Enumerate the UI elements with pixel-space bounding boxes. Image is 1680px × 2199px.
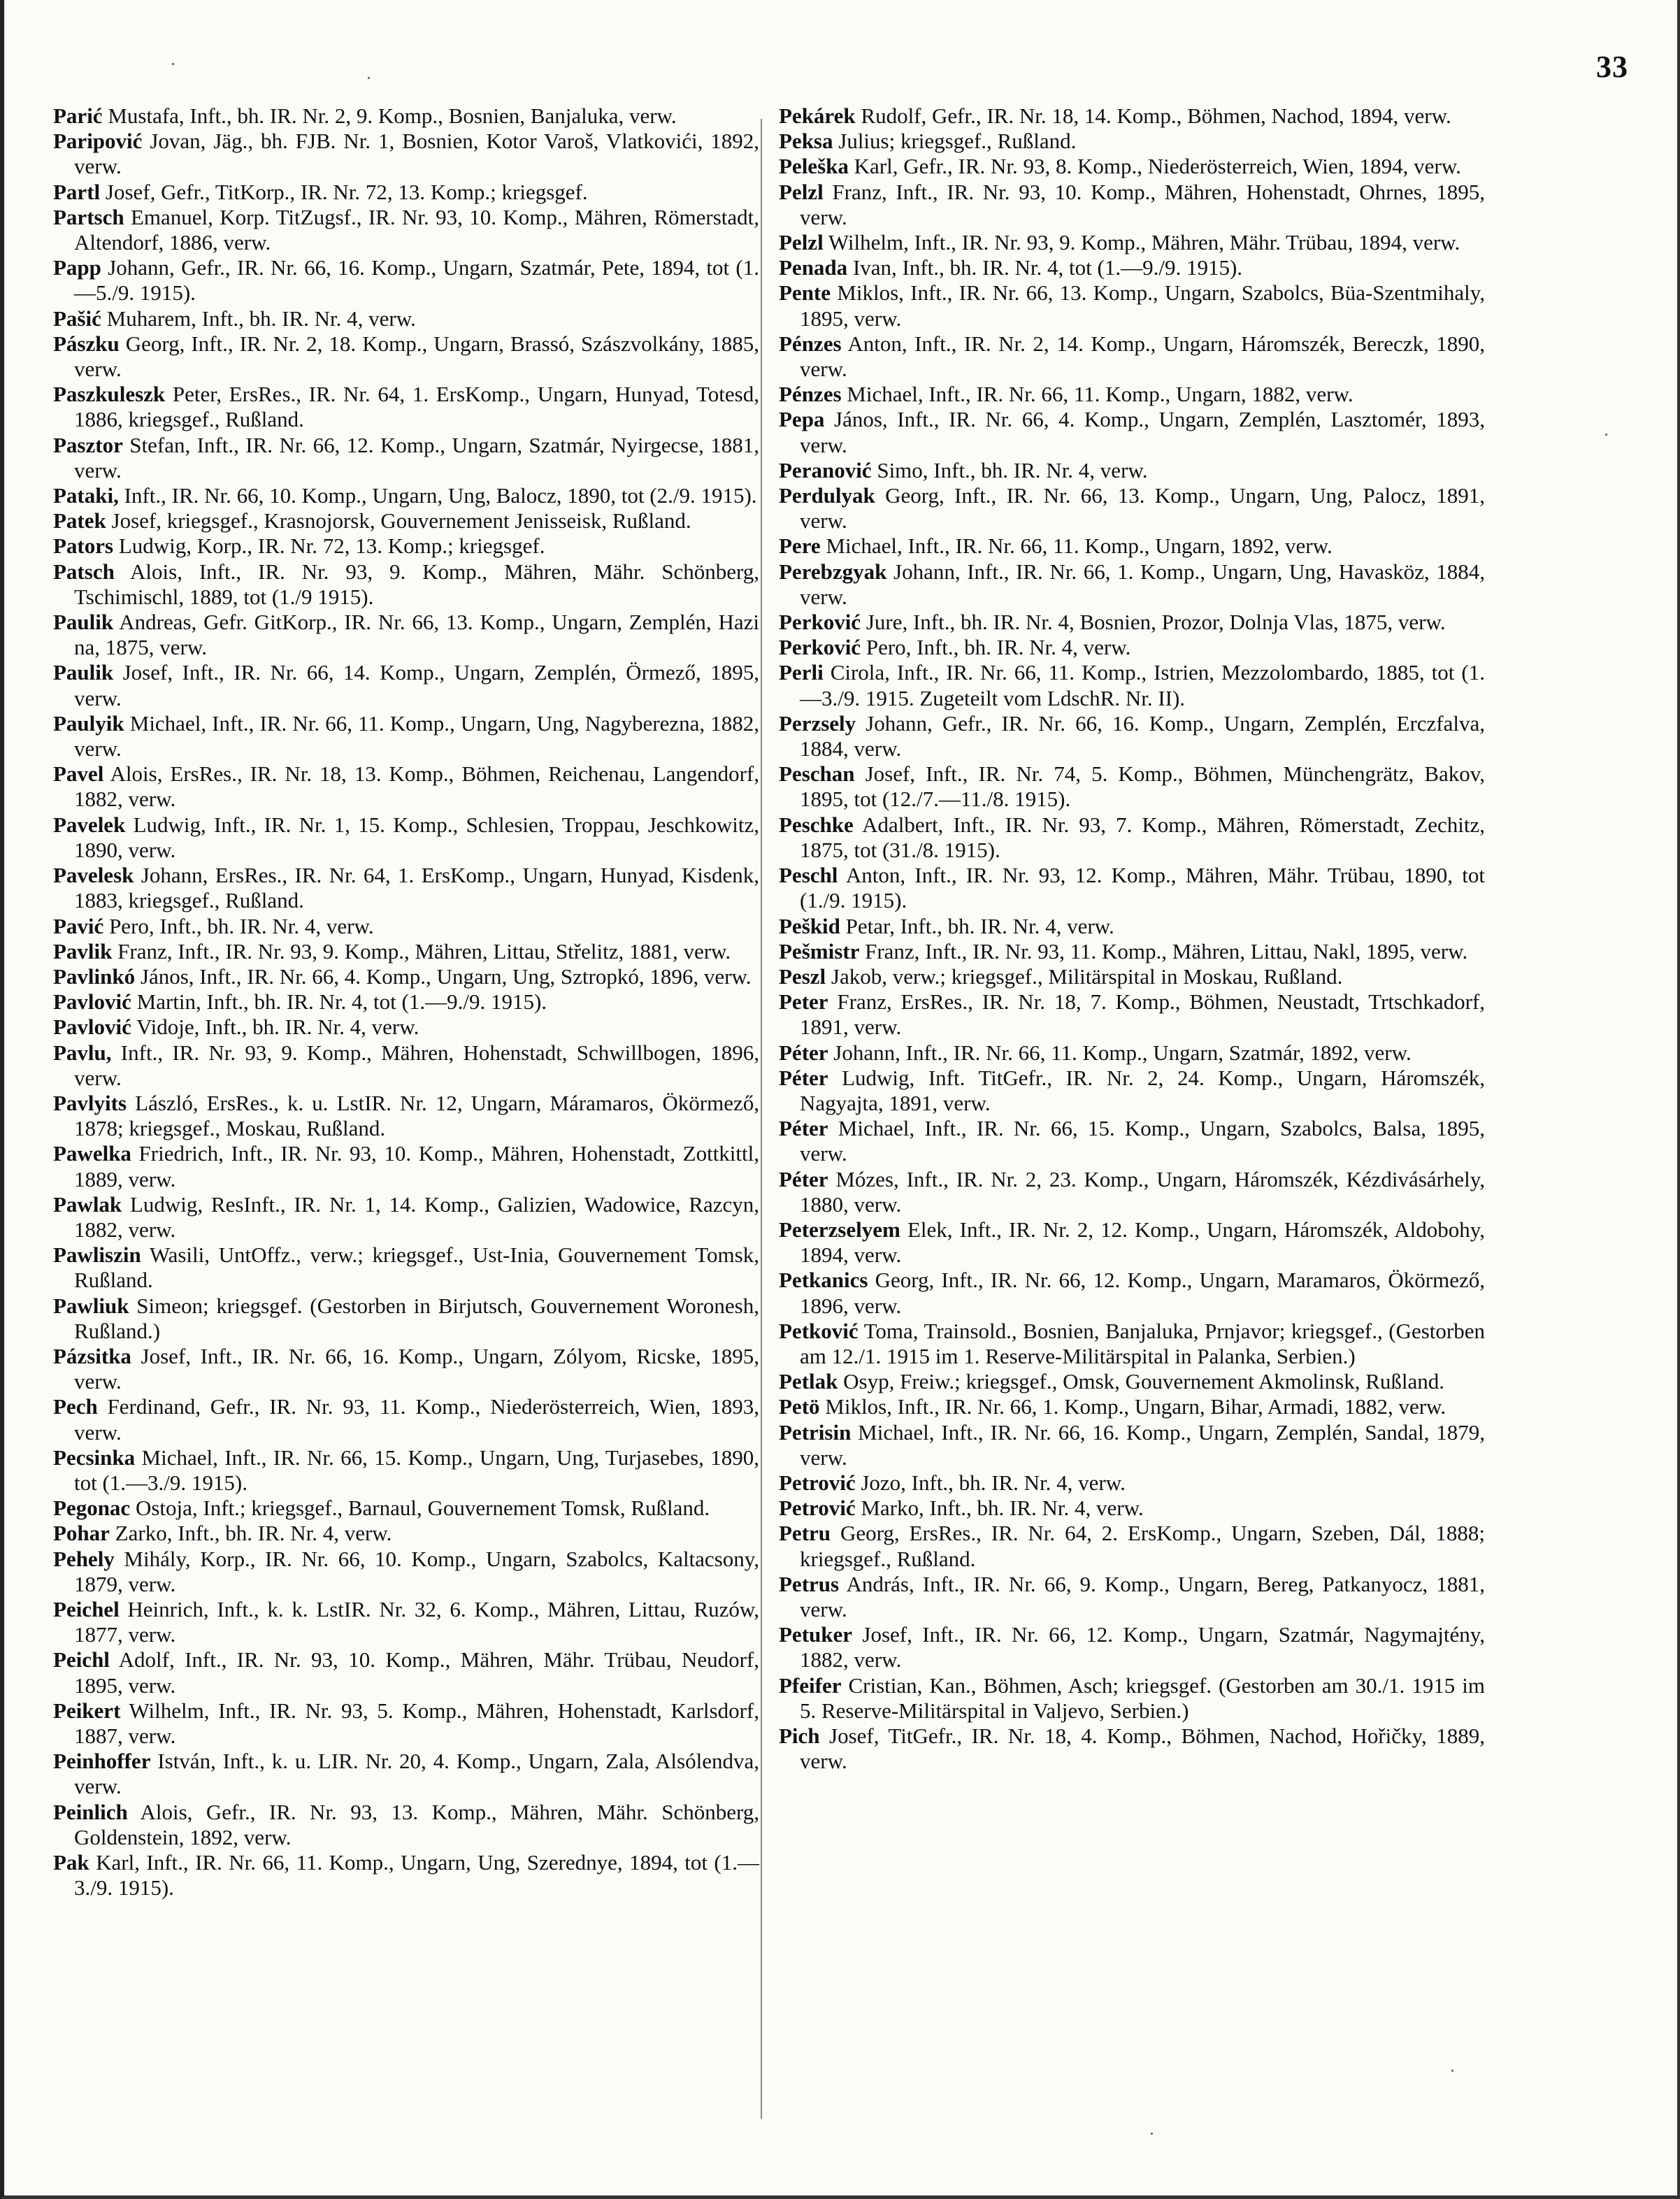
entry-details: Simo, Inft., bh. IR. Nr. 4, verw. (871, 457, 1148, 482)
entry-details: Adalbert, Inft., IR. Nr. 93, 7. Komp., Mähren, Römerstadt, Zechitz, 1875, tot (31./8. 1915). (800, 812, 1485, 862)
entry-details: Petar, Inft., bh. IR. Nr. 4, verw. (840, 913, 1114, 938)
entry-surname: Pavlović (53, 989, 131, 1015)
entry-details: András, Inft., IR. Nr. 66, 9. Komp., Ungarn, Bereg, Patkanyocz, 1881, verw. (800, 1571, 1485, 1621)
entry-details: Osyp, Freiw.; kriegsgef., Omsk, Gouvernement Akmolinsk, Rußland. (838, 1369, 1444, 1394)
entry-surname: Perzsely (779, 710, 856, 736)
entry-details: Karl, Gefr., IR. Nr. 93, 8. Komp., Niederösterreich, Wien, 1894, verw. (848, 154, 1461, 179)
entry-details: Josef, Inft., IR. Nr. 66, 12. Komp., Ungarn, Szatmár, Nagymajtény, 1882, verw. (800, 1622, 1485, 1672)
entry-details: Vidoje, Inft., bh. IR. Nr. 4, verw. (131, 1015, 419, 1040)
entry-details: Inft., IR. Nr. 93, 9. Komp., Mähren, Hohenstadt, Schwillbogen, 1896, verw. (74, 1040, 759, 1090)
entry-details: Johann, ErsRes., IR. Nr. 64, 1. ErsKomp., Ungarn, Hunyad, Kisdenk, 1883, kriegsgef., Rußland. (74, 863, 759, 913)
register-entry (779, 154, 1485, 179)
entry-surname: Paripović (53, 129, 143, 154)
register-entry (53, 483, 759, 508)
entry-surname: Pere (779, 533, 821, 559)
register-entry (53, 1647, 759, 1698)
entry-details: János, Inft., IR. Nr. 66, 4. Komp., Ungarn, Ung, Sztropkó, 1896, verw. (135, 964, 752, 989)
entry-details: Emanuel, Korp. TitZugsf., IR. Nr. 93, 10. Komp., Mähren, Römerstadt, Altendorf, 1886, verw. (74, 204, 759, 255)
entry-details: Georg, Inft., IR. Nr. 2, 18. Komp., Ungarn, Brassó, Szászvolkány, 1885, verw. (74, 331, 759, 382)
scan-speck (1151, 2133, 1153, 2135)
register-entry (779, 382, 1485, 407)
register-entry (779, 939, 1485, 964)
register-entry (779, 610, 1485, 635)
scan-speck (368, 77, 370, 79)
entry-details: Mózes, Inft., IR. Nr. 2, 23. Komp., Ungarn, Háromszék, Kézdivásárhely, 1880, verw. (800, 1166, 1485, 1217)
entry-details: Ludwig, Inft. TitGefr., IR. Nr. 2, 24. Komp., Ungarn, Háromszék, Nagyajta, 1891, verw. (800, 1065, 1485, 1115)
entry-details: Josef, Inft., IR. Nr. 66, 16. Komp., Ungarn, Zólyom, Ricske, 1895, verw. (74, 1343, 759, 1394)
entry-surname: Patsch (53, 559, 115, 584)
entry-details: Michael, Inft., IR. Nr. 66, 11. Komp., Ungarn, Ung, Nagyberezna, 1882, verw. (74, 710, 759, 761)
entry-surname: Peksa (779, 129, 833, 154)
entry-details: Jakob, verw.; kriegsgef., Militärspital in Moskau, Rußland. (826, 964, 1343, 989)
register-entry (53, 1800, 759, 1850)
register-entry (53, 129, 759, 179)
entry-surname: Péter (779, 1166, 828, 1191)
entry-surname: Peinhoffer (53, 1749, 151, 1774)
register-entry (779, 1040, 1485, 1066)
register-entry (53, 761, 759, 812)
entry-surname: Pak (53, 1850, 89, 1875)
entry-surname: Pavelek (53, 812, 126, 837)
scan-speck (172, 63, 174, 65)
register-entry (779, 1167, 1485, 1217)
register-entry (53, 205, 759, 255)
entry-surname: Pénzes (779, 382, 842, 407)
entry-details: Michael, Inft., IR. Nr. 66, 11. Komp., Ungarn, 1892, verw. (820, 533, 1333, 559)
entry-surname: Peikert (53, 1698, 121, 1723)
register-entry (779, 1572, 1485, 1622)
register-entry (53, 610, 759, 660)
right-column (779, 103, 1485, 1774)
entry-details: Michael, Inft., IR. Nr. 66, 16. Komp., Ungarn, Zemplén, Sandal, 1879, verw. (800, 1419, 1485, 1470)
register-entry (53, 1445, 759, 1496)
register-entry (779, 1724, 1485, 1774)
entry-details: Ferdinand, Gefr., IR. Nr. 93, 11. Komp., Niederösterreich, Wien, 1893, verw. (74, 1394, 759, 1445)
entry-details: Josef, Inft., IR. Nr. 74, 5. Komp., Böhmen, Münchengrätz, Bakov, 1895, tot (12./7.—11./8. 1915). (800, 761, 1485, 812)
page-number: 33 (1596, 50, 1628, 84)
left-column (53, 103, 759, 1900)
register-entry (779, 1369, 1485, 1394)
entry-details: Stefan, Inft., IR. Nr. 66, 12. Komp., Ungarn, Szatmár, Nyirgecse, 1881, verw. (74, 432, 759, 482)
entry-surname: Pasztor (53, 432, 123, 457)
entry-surname: Pfeifer (779, 1672, 842, 1698)
entry-details: Franz, Inft., IR. Nr. 93, 11. Komp., Mähren, Littau, Nakl, 1895, verw. (859, 938, 1468, 964)
entry-surname: Petlak (779, 1369, 838, 1394)
entry-details: Ludwig, Korp., IR. Nr. 72, 13. Komp.; kriegsgef. (113, 533, 545, 559)
entry-details: Ostoja, Inft.; kriegsgef., Barnaul, Gouvernement Tomsk, Rußland. (130, 1496, 710, 1521)
register-entry (779, 635, 1485, 660)
register-entry (53, 1547, 759, 1597)
register-entry (53, 964, 759, 989)
entry-surname: Péter (779, 1065, 828, 1090)
entry-surname: Peszl (779, 964, 826, 989)
register-entry (53, 508, 759, 533)
entry-surname: Perli (779, 660, 824, 685)
entry-details: Martin, Inft., bh. IR. Nr. 4, tot (1.—9./9. 1915). (131, 989, 547, 1015)
entry-details: Josef, Inft., IR. Nr. 66, 14. Komp., Ungarn, Zemplén, Örmező, 1895, verw. (74, 660, 759, 710)
register-entry (779, 407, 1485, 457)
entry-surname: Peranović (779, 457, 872, 482)
entry-surname: Pavlinkó (53, 964, 136, 989)
register-entry (53, 1496, 759, 1521)
entry-details: Michael, Inft., IR. Nr. 66, 15. Komp., Ungarn, Ung, Turjasebes, 1890, tot (1.—3./9. 1915). (74, 1445, 759, 1495)
register-entry (779, 331, 1485, 382)
entry-surname: Pázsitka (53, 1343, 131, 1368)
entry-details: Ivan, Inft., bh. IR. Nr. 4, tot (1.—9./9. 1915). (847, 255, 1243, 280)
register-entry (53, 1040, 759, 1091)
register-entry (779, 660, 1485, 710)
register-entry (53, 1192, 759, 1242)
entry-details: Ludwig, ResInft., IR. Nr. 1, 14. Komp., Galizien, Wadowice, Razcyn, 1882, verw. (74, 1191, 759, 1242)
register-entry (779, 255, 1485, 280)
entry-details: Inft., IR. Nr. 66, 10. Komp., Ungarn, Ung, Balocz, 1890, tot (2./9. 1915). (118, 483, 757, 508)
register-entry (779, 1217, 1485, 1268)
entry-details: Muharem, Inft., bh. IR. Nr. 4, verw. (101, 306, 416, 331)
entry-surname: Pepa (779, 407, 825, 432)
entry-details: Wasili, UntOffz., verw.; kriegsgef., Ust-Inia, Gouvernement Tomsk, Rußland. (74, 1242, 759, 1293)
entry-details: Johann, Gefr., IR. Nr. 66, 16. Komp., Ungarn, Zemplén, Erczfalva, 1884, verw. (800, 710, 1485, 761)
entry-surname: Patek (53, 508, 106, 533)
entry-surname: Partl (53, 179, 101, 204)
entry-details: Rudolf, Gefr., IR. Nr. 18, 14. Komp., Böhmen, Nachod, 1894, verw. (855, 103, 1451, 128)
entry-details: Johann, Inft., IR. Nr. 66, 11. Komp., Ungarn, Szatmár, 1892, verw. (828, 1040, 1412, 1065)
entry-surname: Peterzselyem (779, 1217, 900, 1242)
register-entry (53, 331, 759, 382)
register-entry (53, 1242, 759, 1293)
register-entry (53, 1597, 759, 1647)
register-entry (53, 433, 759, 483)
entry-details: Cristian, Kan., Böhmen, Asch; kriegsgef. (Gestorben am 30./1. 1915 im 5. Reserve-Militärspital in Valjevo, Serbien.) (800, 1672, 1485, 1723)
register-entry (779, 1521, 1485, 1571)
entry-details: Franz, ErsRes., IR. Nr. 18, 7. Komp., Böhmen, Neustadt, Trtschkadorf, 1891, verw. (800, 989, 1485, 1040)
register-entry (779, 1496, 1485, 1521)
entry-details: Mustafa, Inft., bh. IR. Nr. 2, 9. Komp., Bosnien, Banjaluka, verw. (102, 103, 677, 128)
entry-details: Pero, Inft., bh. IR. Nr. 4, verw. (861, 635, 1131, 660)
entry-surname: Perebzgyak (779, 559, 887, 584)
entry-details: László, ErsRes., k. u. LstIR. Nr. 12, Ungarn, Máramaros, Ökörmező, 1878; kriegsgef., Moskau, Rußland. (74, 1090, 759, 1141)
entry-surname: Peleška (779, 154, 849, 179)
register-entry (53, 812, 759, 863)
entry-surname: Pavlik (53, 938, 113, 964)
entry-details: Michael, Inft., IR. Nr. 66, 15. Komp., Ungarn, Szabolcs, Balsa, 1895, verw. (800, 1116, 1485, 1166)
entry-surname: Partsch (53, 204, 124, 229)
register-entry (779, 1470, 1485, 1496)
entry-details: Pero, Inft., bh. IR. Nr. 4, verw. (103, 913, 374, 938)
entry-surname: Pászku (53, 331, 120, 356)
entry-details: Miklos, Inft., IR. Nr. 66, 1. Komp., Ungarn, Bihar, Armadi, 1882, verw. (819, 1394, 1446, 1419)
entry-surname: Petuker (779, 1622, 853, 1647)
entry-surname: Pavelesk (53, 863, 134, 888)
register-entry (53, 1294, 759, 1344)
entry-surname: Pehely (53, 1546, 115, 1571)
entry-details: Zarko, Inft., bh. IR. Nr. 4, verw. (109, 1521, 392, 1546)
register-entry (53, 533, 759, 559)
entry-details: Josef, kriegsgef., Krasnojorsk, Gouvernement Jenisseisk, Rußland. (106, 508, 691, 533)
entry-surname: Peichl (53, 1647, 110, 1672)
entry-surname: Paulik (53, 610, 114, 635)
register-entry (53, 711, 759, 761)
entry-surname: Pataki, (53, 483, 119, 508)
entry-details: Georg, Inft., IR. Nr. 66, 12. Komp., Ungarn, Maramaros, Ökörmező, 1896, verw. (800, 1268, 1485, 1318)
entry-details: Simeon; kriegsgef. (Gestorben in Birjutsch, Gouvernement Woronesh, Rußland.) (74, 1293, 759, 1343)
entry-details: Mihály, Korp., IR. Nr. 66, 10. Komp., Ungarn, Szabolcs, Kaltacsony, 1879, verw. (74, 1546, 759, 1596)
register-entry (779, 1268, 1485, 1318)
register-entry (779, 1394, 1485, 1419)
entry-details: Cirola, Inft., IR. Nr. 66, 11. Komp., Istrien, Mezzolombardo, 1885, tot (1.—3./9. 1915. Zugeteilt vom LdschR. Nr. II). (800, 660, 1485, 710)
entry-surname: Paulik (53, 660, 114, 685)
entry-surname: Pelzl (779, 230, 824, 255)
register-entry (779, 103, 1485, 129)
entry-surname: Paulyik (53, 710, 124, 736)
entry-surname: Petkanics (779, 1268, 868, 1293)
entry-details: Jure, Inft., bh. IR. Nr. 4, Bosnien, Prozor, Dolnja Vlas, 1875, verw. (861, 610, 1446, 635)
register-entry (779, 458, 1485, 483)
entry-surname: Pešmistr (779, 938, 860, 964)
entry-surname: Pavlyits (53, 1090, 127, 1115)
entry-surname: Parić (53, 103, 103, 128)
register-entry (53, 989, 759, 1015)
entry-surname: Peschl (779, 863, 838, 888)
entry-details: Friedrich, Inft., IR. Nr. 93, 10. Komp., Mähren, Hohenstadt, Zottkittl, 1889, verw. (74, 1141, 759, 1191)
entry-surname: Pavić (53, 913, 104, 938)
register-entry (53, 1850, 759, 1900)
register-entry (53, 559, 759, 610)
entry-details: Alois, Gefr., IR. Nr. 93, 13. Komp., Mähren, Mähr. Schönberg, Goldenstein, 1892, verw. (74, 1799, 759, 1849)
register-entry (779, 280, 1485, 331)
register-entry (779, 964, 1485, 989)
entry-surname: Pavlu, (53, 1040, 112, 1065)
entry-surname: Peschan (779, 761, 855, 787)
entry-surname: Pelzl (779, 179, 824, 204)
register-entry (53, 1344, 759, 1394)
entry-surname: Péter (779, 1116, 828, 1141)
register-entry (779, 711, 1485, 761)
entry-details: Toma, Trainsold., Bosnien, Banjaluka, Prnjavor; kriegsgef., (Gestorben am 12./1. 1915 im 1. Reserve-Militärspital in Palanka, Serbien.) (800, 1318, 1485, 1368)
entry-details: Franz, Inft., IR. Nr. 93, 10. Komp., Mähren, Hohenstadt, Ohrnes, 1895, verw. (800, 179, 1485, 229)
register-entry (779, 812, 1485, 863)
entry-details: Anton, Inft., IR. Nr. 93, 12. Komp., Mähren, Mähr. Trübau, 1890, tot (1./9. 1915). (800, 863, 1485, 913)
entry-surname: Pekárek (779, 103, 856, 128)
register-entry (779, 180, 1485, 230)
register-entry (53, 660, 759, 710)
entry-surname: Pente (779, 280, 831, 306)
entry-surname: Pawliuk (53, 1293, 129, 1318)
entry-surname: Pénzes (779, 331, 842, 356)
register-entry (53, 180, 759, 205)
register-entry (53, 939, 759, 964)
register-entry (779, 559, 1485, 610)
entry-surname: Petrus (779, 1571, 840, 1596)
register-entry (779, 761, 1485, 812)
entry-surname: Pawelka (53, 1141, 131, 1166)
register-entry (53, 1394, 759, 1445)
register-entry (53, 255, 759, 306)
entry-details: Alois, Inft., IR. Nr. 93, 9. Komp., Mähren, Mähr. Schönberg, Tschimischl, 1889, tot (1./9 1915). (74, 559, 759, 609)
register-entry (779, 129, 1485, 154)
entry-surname: Péter (779, 1040, 828, 1065)
entry-details: Jovan, Jäg., bh. FJB. Nr. 1, Bosnien, Kotor Varoš, Vlatkovići, 1892, verw. (74, 129, 759, 179)
entry-details: Georg, Inft., IR. Nr. 66, 13. Komp., Ungarn, Ung, Palocz, 1891, verw. (800, 483, 1485, 533)
register-entry (53, 306, 759, 331)
entry-details: Josef, Gefr., TitKorp., IR. Nr. 72, 13. Komp.; kriegsgef. (100, 179, 588, 204)
entry-surname: Pavel (53, 761, 104, 787)
entry-details: Julius; kriegsgef., Rußland. (833, 129, 1077, 154)
entry-surname: Pators (53, 533, 114, 559)
register-entry (53, 1015, 759, 1040)
entry-surname: Paszkuleszk (53, 382, 166, 407)
entry-surname: Papp (53, 255, 101, 280)
entry-surname: Petrisin (779, 1419, 852, 1445)
entry-details: Wilhelm, Inft., IR. Nr. 93, 9. Komp., Mähren, Mähr. Trübau, 1894, verw. (823, 230, 1460, 255)
entry-details: Josef, TitGefr., IR. Nr. 18, 4. Komp., Böhmen, Nachod, Hořičky, 1889, verw. (800, 1724, 1485, 1774)
entry-details: János, Inft., IR. Nr. 66, 4. Komp., Ungarn, Zemplén, Lasztomér, 1893, verw. (800, 407, 1485, 457)
entry-surname: Petö (779, 1394, 820, 1419)
register-entry (779, 1319, 1485, 1369)
register-entry (53, 1749, 759, 1799)
entry-details: Heinrich, Inft., k. k. LstIR. Nr. 32, 6. Komp., Mähren, Littau, Ruzów, 1877, verw. (74, 1596, 759, 1647)
entry-details: Marko, Inft., bh. IR. Nr. 4, verw. (855, 1496, 1144, 1521)
entry-details: Elek, Inft., IR. Nr. 2, 12. Komp., Ungarn, Háromszék, Aldobohy, 1894, verw. (800, 1217, 1485, 1268)
entry-surname: Perdulyak (779, 483, 875, 508)
entry-details: Anton, Inft., IR. Nr. 2, 14. Komp., Ungarn, Háromszék, Bereczk, 1890, verw. (800, 331, 1485, 382)
scan-speck (1605, 434, 1607, 436)
register-entry (53, 1521, 759, 1546)
entry-details: Alois, ErsRes., IR. Nr. 18, 13. Komp., Böhmen, Reichenau, Langendorf, 1882, verw. (74, 761, 759, 812)
register-entry (779, 533, 1485, 559)
register-entry (779, 1673, 1485, 1724)
entry-surname: Petrović (779, 1496, 856, 1521)
register-entry (779, 1066, 1485, 1116)
entry-surname: Pegonac (53, 1496, 131, 1521)
entry-surname: Pavlović (53, 1015, 131, 1040)
entry-surname: Pech (53, 1394, 98, 1419)
register-entry (53, 863, 759, 913)
register-entry (53, 1091, 759, 1141)
entry-details: Adolf, Inft., IR. Nr. 93, 10. Komp., Mähren, Mähr. Trübau, Neudorf, 1895, verw. (74, 1647, 759, 1698)
entry-details: Michael, Inft., IR. Nr. 66, 11. Komp., Ungarn, 1882, verw. (841, 382, 1354, 407)
register-entry (53, 103, 759, 129)
register-entry (779, 1622, 1485, 1672)
register-entry (779, 483, 1485, 533)
entry-surname: Peter (779, 989, 828, 1015)
entry-surname: Petrović (779, 1470, 856, 1495)
register-entry (779, 1420, 1485, 1470)
entry-surname: Perković (779, 635, 861, 660)
entry-surname: Petković (779, 1318, 859, 1343)
entry-details: Wilhelm, Inft., IR. Nr. 93, 5. Komp., Mähren, Hohenstadt, Karlsdorf, 1887, verw. (74, 1698, 759, 1748)
register-entry (779, 1116, 1485, 1166)
entry-surname: Peichel (53, 1596, 120, 1621)
entry-details: Ludwig, Inft., IR. Nr. 1, 15. Komp., Schlesien, Troppau, Jeschkowitz, 1890, verw. (74, 812, 759, 862)
entry-surname: Peinlich (53, 1799, 128, 1824)
entry-surname: Pohar (53, 1521, 110, 1546)
entry-surname: Petru (779, 1521, 831, 1546)
entry-details: Franz, Inft., IR. Nr. 93, 9. Komp., Mähren, Littau, Střelitz, 1881, verw. (112, 938, 731, 964)
entry-surname: Pich (779, 1724, 820, 1748)
entry-details: Miklos, Inft., IR. Nr. 66, 13. Komp., Ungarn, Szabolcs, Büa-Szentmihaly, 1895, verw. (800, 280, 1485, 331)
entry-details: Karl, Inft., IR. Nr. 66, 11. Komp., Ungarn, Ung, Szerednye, 1894, tot (1.—3./9. 1915). (74, 1850, 759, 1900)
entry-surname: Pawliszin (53, 1242, 141, 1268)
entry-details: Peter, ErsRes., IR. Nr. 64, 1. ErsKomp., Ungarn, Hunyad, Totesd, 1886, kriegsgef., Rußland. (74, 382, 759, 432)
entry-surname: Peschke (779, 812, 854, 837)
entry-details: Andreas, Gefr. GitKorp., IR. Nr. 66, 13. Komp., Ungarn, Zemplén, Hazi na, 1875, verw. (74, 610, 759, 660)
entry-surname: Penada (779, 255, 848, 280)
entry-details: Georg, ErsRes., IR. Nr. 64, 2. ErsKomp., Ungarn, Szeben, Dál, 1888; kriegsgef., Rußland. (800, 1521, 1485, 1571)
entry-surname: Pašić (53, 306, 101, 331)
entry-surname: Pawlak (53, 1191, 122, 1217)
entry-surname: Perković (779, 610, 861, 635)
entry-surname: Peškid (779, 913, 840, 938)
scan-speck (1451, 2070, 1453, 2072)
register-entry (779, 989, 1485, 1040)
entry-details: Jozo, Inft., bh. IR. Nr. 4, verw. (855, 1470, 1126, 1495)
register-entry (779, 863, 1485, 913)
register-entry (53, 382, 759, 432)
entry-surname: Pecsinka (53, 1445, 136, 1470)
entry-details: István, Inft., k. u. LIR. Nr. 20, 4. Komp., Ungarn, Zala, Alsólendva, verw. (74, 1749, 759, 1799)
column-divider (761, 119, 762, 2119)
register-entry (53, 1141, 759, 1191)
register-entry (53, 914, 759, 939)
entry-details: Johann, Inft., IR. Nr. 66, 1. Komp., Ungarn, Ung, Havasköz, 1884, verw. (800, 559, 1485, 609)
register-entry (779, 914, 1485, 939)
register-entry (53, 1698, 759, 1749)
register-entry (779, 230, 1485, 255)
entry-details: Johann, Gefr., IR. Nr. 66, 16. Komp., Ungarn, Szatmár, Pete, 1894, tot (1.—5./9. 1915). (74, 255, 759, 306)
